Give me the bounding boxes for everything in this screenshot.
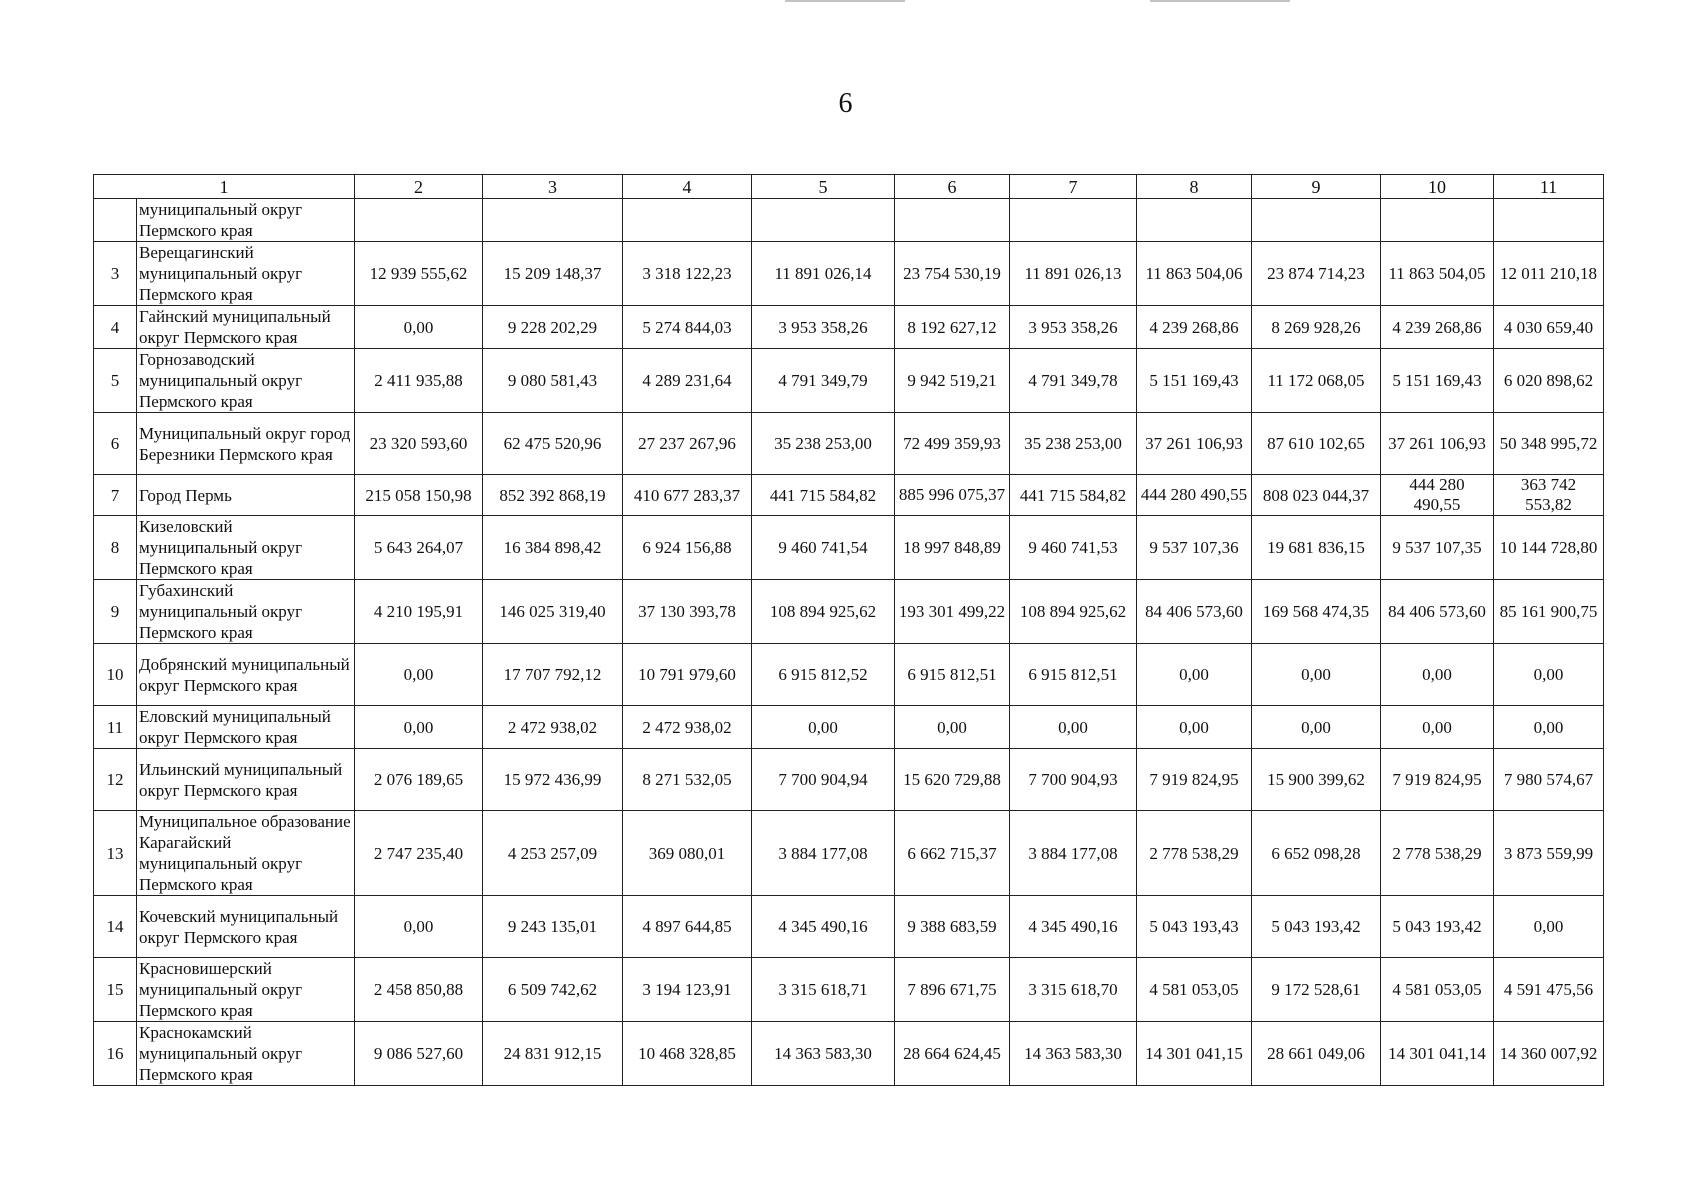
value-cell: 3 953 358,26 [752,306,895,349]
value-cell: 4 897 644,85 [623,896,752,958]
value-cell: 6 509 742,62 [483,958,623,1022]
value-cell: 444 280 490,55 [1381,475,1494,516]
municipality-name: Ильинский муниципальный округ Пермского края [137,749,355,811]
municipality-name: Гайнский муниципальный округ Пермского края [137,306,355,349]
value-cell: 4 030 659,40 [1494,306,1604,349]
value-cell: 16 384 898,42 [483,516,623,580]
table-row [94,811,1604,896]
table-row [94,475,1604,516]
value-cell [355,199,483,242]
row-number: 9 [94,580,137,644]
value-cell: 3 194 123,91 [623,958,752,1022]
value-cell: 0,00 [355,896,483,958]
value-cell: 9 942 519,21 [895,349,1010,413]
value-cell: 9 537 107,35 [1381,516,1494,580]
value-cell: 441 715 584,82 [1010,475,1137,516]
value-cell: 3 953 358,26 [1010,306,1137,349]
value-cell: 9 460 741,53 [1010,516,1137,580]
value-cell: 14 363 583,30 [1010,1022,1137,1086]
value-cell: 444 280 490,55 [1137,475,1252,516]
municipality-name: Муниципальный округ город Березники Пермского края [137,413,355,475]
value-cell: 215 058 150,98 [355,475,483,516]
value-cell: 18 997 848,89 [895,516,1010,580]
row-number: 10 [94,644,137,706]
value-cell: 9 388 683,59 [895,896,1010,958]
value-cell: 4 581 053,05 [1381,958,1494,1022]
column-header: 6 [895,175,1010,199]
scan-artifact [1150,0,1290,2]
value-cell: 4 239 268,86 [1137,306,1252,349]
value-cell [895,199,1010,242]
value-cell: 169 568 474,35 [1252,580,1381,644]
value-cell: 14 363 583,30 [752,1022,895,1086]
value-cell: 8 271 532,05 [623,749,752,811]
value-cell: 37 130 393,78 [623,580,752,644]
table-row [94,896,1604,958]
value-cell: 3 315 618,70 [1010,958,1137,1022]
value-cell: 7 700 904,93 [1010,749,1137,811]
row-number: 5 [94,349,137,413]
page-number: 6 [838,88,853,119]
value-cell: 28 664 624,45 [895,1022,1010,1086]
value-cell: 2 747 235,40 [355,811,483,896]
value-cell: 8 269 928,26 [1252,306,1381,349]
value-cell: 4 591 475,56 [1494,958,1604,1022]
value-cell: 193 301 499,22 [895,580,1010,644]
value-cell: 5 151 169,43 [1137,349,1252,413]
table-row [94,349,1604,413]
municipality-name: Губахинский муниципальный округ Пермского края [137,580,355,644]
value-cell: 84 406 573,60 [1137,580,1252,644]
value-cell: 17 707 792,12 [483,644,623,706]
value-cell [1494,199,1604,242]
value-cell: 15 900 399,62 [1252,749,1381,811]
table-row [94,199,1604,242]
value-cell: 0,00 [355,306,483,349]
row-number: 16 [94,1022,137,1086]
value-cell: 87 610 102,65 [1252,413,1381,475]
value-cell: 0,00 [895,706,1010,749]
column-header: 3 [483,175,623,199]
value-cell: 369 080,01 [623,811,752,896]
value-cell: 4 345 490,16 [1010,896,1137,958]
value-cell: 85 161 900,75 [1494,580,1604,644]
value-cell: 808 023 044,37 [1252,475,1381,516]
value-cell: 6 020 898,62 [1494,349,1604,413]
row-number [94,199,137,242]
column-header: 8 [1137,175,1252,199]
value-cell: 410 677 283,37 [623,475,752,516]
value-cell: 4 791 349,79 [752,349,895,413]
data-table [93,174,1604,1086]
value-cell [623,199,752,242]
value-cell: 0,00 [1494,896,1604,958]
table-row [94,958,1604,1022]
value-cell [1252,199,1381,242]
table-row [94,1022,1604,1086]
value-cell: 10 144 728,80 [1494,516,1604,580]
value-cell: 15 972 436,99 [483,749,623,811]
table-row [94,516,1604,580]
value-cell: 14 301 041,15 [1137,1022,1252,1086]
value-cell: 10 791 979,60 [623,644,752,706]
value-cell: 27 237 267,96 [623,413,752,475]
value-cell: 8 192 627,12 [895,306,1010,349]
value-cell: 11 891 026,13 [1010,242,1137,306]
value-cell: 5 151 169,43 [1381,349,1494,413]
value-cell: 4 289 231,64 [623,349,752,413]
value-cell: 28 661 049,06 [1252,1022,1381,1086]
table-header-row [94,175,1604,199]
table-row [94,306,1604,349]
municipality-name: Верещагинский муниципальный округ Пермского края [137,242,355,306]
value-cell: 62 475 520,96 [483,413,623,475]
value-cell: 7 896 671,75 [895,958,1010,1022]
value-cell: 6 652 098,28 [1252,811,1381,896]
value-cell: 885 996 075,37 [895,475,1010,516]
value-cell: 3 318 122,23 [623,242,752,306]
value-cell: 852 392 868,19 [483,475,623,516]
value-cell: 6 915 812,51 [895,644,1010,706]
value-cell: 9 243 135,01 [483,896,623,958]
value-cell: 4 239 268,86 [1381,306,1494,349]
value-cell: 0,00 [1137,644,1252,706]
value-cell: 0,00 [1252,644,1381,706]
value-cell: 7 700 904,94 [752,749,895,811]
value-cell: 35 238 253,00 [752,413,895,475]
value-cell: 4 791 349,78 [1010,349,1137,413]
municipality-name: муниципальный округ Пермского края [137,199,355,242]
value-cell: 0,00 [1137,706,1252,749]
column-header: 11 [1494,175,1604,199]
value-cell: 5 043 193,42 [1381,896,1494,958]
value-cell: 0,00 [1494,706,1604,749]
value-cell: 11 863 504,05 [1381,242,1494,306]
value-cell: 2 076 189,65 [355,749,483,811]
value-cell: 3 873 559,99 [1494,811,1604,896]
value-cell: 15 209 148,37 [483,242,623,306]
value-cell: 7 980 574,67 [1494,749,1604,811]
value-cell: 23 874 714,23 [1252,242,1381,306]
value-cell: 9 086 527,60 [355,1022,483,1086]
column-header: 9 [1252,175,1381,199]
value-cell: 363 742 553,82 [1494,475,1604,516]
value-cell: 5 043 193,43 [1137,896,1252,958]
value-cell: 72 499 359,93 [895,413,1010,475]
value-cell: 35 238 253,00 [1010,413,1137,475]
value-cell: 37 261 106,93 [1137,413,1252,475]
value-cell: 6 915 812,51 [1010,644,1137,706]
value-cell: 0,00 [1494,644,1604,706]
value-cell: 7 919 824,95 [1137,749,1252,811]
column-header: 4 [623,175,752,199]
table-row [94,413,1604,475]
value-cell: 9 537 107,36 [1137,516,1252,580]
value-cell: 6 915 812,52 [752,644,895,706]
municipality-name: Добрянский муниципальный округ Пермского края [137,644,355,706]
value-cell: 108 894 925,62 [752,580,895,644]
row-number: 14 [94,896,137,958]
value-cell: 5 643 264,07 [355,516,483,580]
value-cell: 11 863 504,06 [1137,242,1252,306]
value-cell: 146 025 319,40 [483,580,623,644]
value-cell: 14 360 007,92 [1494,1022,1604,1086]
value-cell: 2 411 935,88 [355,349,483,413]
row-number: 7 [94,475,137,516]
value-cell: 4 253 257,09 [483,811,623,896]
value-cell: 3 315 618,71 [752,958,895,1022]
table-row [94,706,1604,749]
value-cell: 0,00 [1381,706,1494,749]
row-number: 4 [94,306,137,349]
municipality-name: Красновишерский муниципальный округ Пермского края [137,958,355,1022]
value-cell: 2 472 938,02 [623,706,752,749]
value-cell: 14 301 041,14 [1381,1022,1494,1086]
value-cell: 2 472 938,02 [483,706,623,749]
column-header: 1 [94,175,355,199]
value-cell: 6 924 156,88 [623,516,752,580]
value-cell: 3 884 177,08 [752,811,895,896]
value-cell: 11 891 026,14 [752,242,895,306]
value-cell: 3 884 177,08 [1010,811,1137,896]
value-cell: 12 011 210,18 [1494,242,1604,306]
value-cell: 108 894 925,62 [1010,580,1137,644]
value-cell: 12 939 555,62 [355,242,483,306]
value-cell [1381,199,1494,242]
row-number: 12 [94,749,137,811]
value-cell: 2 778 538,29 [1137,811,1252,896]
value-cell: 0,00 [355,706,483,749]
value-cell [1137,199,1252,242]
value-cell: 84 406 573,60 [1381,580,1494,644]
municipality-name: Еловский муниципальный округ Пермского края [137,706,355,749]
value-cell [1010,199,1137,242]
value-cell: 0,00 [1252,706,1381,749]
value-cell [752,199,895,242]
value-cell: 2 458 850,88 [355,958,483,1022]
value-cell: 19 681 836,15 [1252,516,1381,580]
value-cell: 10 468 328,85 [623,1022,752,1086]
row-number: 13 [94,811,137,896]
municipality-name: Муниципальное образование Карагайский муниципальный округ Пермского края [137,811,355,896]
value-cell: 0,00 [1010,706,1137,749]
value-cell: 0,00 [355,644,483,706]
column-header: 7 [1010,175,1137,199]
municipality-name: Кизеловский муниципальный округ Пермского края [137,516,355,580]
scan-artifact [785,0,905,2]
value-cell: 11 172 068,05 [1252,349,1381,413]
value-cell: 9 460 741,54 [752,516,895,580]
column-header: 2 [355,175,483,199]
value-cell: 9 080 581,43 [483,349,623,413]
value-cell: 15 620 729,88 [895,749,1010,811]
value-cell: 4 581 053,05 [1137,958,1252,1022]
value-cell: 0,00 [752,706,895,749]
value-cell: 5 274 844,03 [623,306,752,349]
table-row [94,242,1604,306]
value-cell: 7 919 824,95 [1381,749,1494,811]
value-cell: 9 172 528,61 [1252,958,1381,1022]
row-number: 6 [94,413,137,475]
value-cell: 4 345 490,16 [752,896,895,958]
row-number: 15 [94,958,137,1022]
column-header: 5 [752,175,895,199]
municipality-name: Краснокамский муниципальный округ Пермского края [137,1022,355,1086]
value-cell [483,199,623,242]
table-row [94,580,1604,644]
value-cell: 50 348 995,72 [1494,413,1604,475]
value-cell: 4 210 195,91 [355,580,483,644]
column-header: 10 [1381,175,1494,199]
value-cell: 37 261 106,93 [1381,413,1494,475]
value-cell: 5 043 193,42 [1252,896,1381,958]
municipality-name: Кочевский муниципальный округ Пермского края [137,896,355,958]
value-cell: 6 662 715,37 [895,811,1010,896]
value-cell: 23 754 530,19 [895,242,1010,306]
value-cell: 2 778 538,29 [1381,811,1494,896]
value-cell: 441 715 584,82 [752,475,895,516]
row-number: 11 [94,706,137,749]
value-cell: 23 320 593,60 [355,413,483,475]
municipality-name: Горнозаводский муниципальный округ Пермского края [137,349,355,413]
row-number: 8 [94,516,137,580]
table-row [94,644,1604,706]
municipality-name: Город Пермь [137,475,355,516]
value-cell: 0,00 [1381,644,1494,706]
value-cell: 9 228 202,29 [483,306,623,349]
value-cell: 24 831 912,15 [483,1022,623,1086]
table-row [94,749,1604,811]
row-number: 3 [94,242,137,306]
